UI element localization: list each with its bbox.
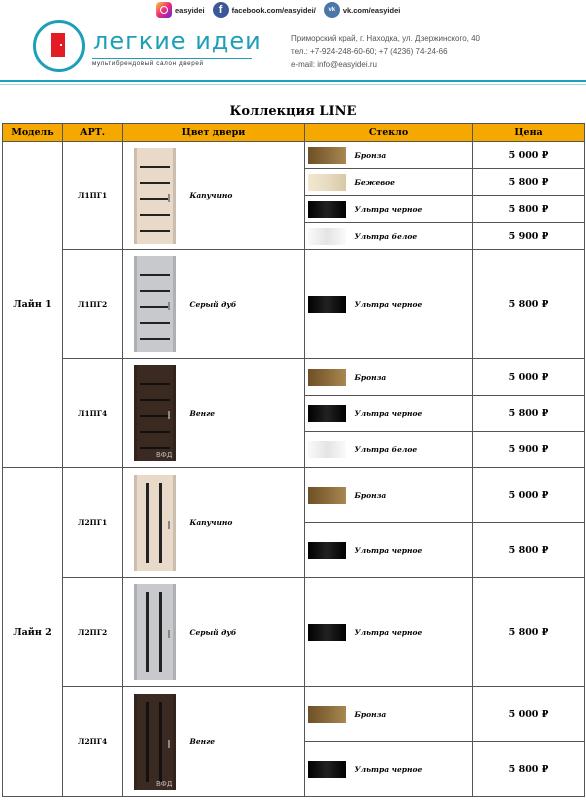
glass-swatch bbox=[308, 487, 346, 504]
table-row bbox=[3, 359, 585, 396]
door-image-cell bbox=[123, 578, 188, 687]
price: 5 800 ₽ bbox=[473, 196, 585, 223]
door-glass-strip bbox=[146, 483, 149, 563]
door-color-name: Венге bbox=[188, 359, 305, 468]
glass-swatch bbox=[308, 624, 346, 641]
door-glass-strip bbox=[140, 166, 170, 168]
logo-door-icon bbox=[51, 33, 65, 57]
table-row bbox=[3, 142, 585, 169]
door-icon bbox=[132, 475, 178, 571]
page-title: Коллекция LINE bbox=[229, 104, 357, 119]
glass-swatch-cell bbox=[305, 687, 355, 742]
social-bar bbox=[156, 2, 400, 18]
door-glass-strip bbox=[140, 230, 170, 232]
price: 5 000 ₽ bbox=[473, 468, 585, 523]
door-icon bbox=[132, 365, 178, 461]
door-glass-strip bbox=[140, 198, 170, 200]
facebook-icon: f bbox=[213, 2, 229, 18]
door-frame-left bbox=[134, 584, 137, 680]
door-icon bbox=[132, 148, 178, 244]
article-code: Л1ПГ4 bbox=[63, 359, 123, 468]
header-divider bbox=[0, 80, 586, 82]
header-divider-thin bbox=[0, 84, 586, 85]
glass-name: Бронза bbox=[355, 142, 473, 169]
vk-link[interactable] bbox=[324, 2, 401, 18]
door-frame-left bbox=[134, 148, 137, 244]
price: 5 800 ₽ bbox=[473, 578, 585, 687]
door-color-name: Капучино bbox=[188, 468, 305, 578]
door-handle bbox=[168, 630, 170, 638]
door-frame-left bbox=[134, 256, 137, 352]
instagram-link[interactable] bbox=[156, 2, 205, 18]
glass-swatch-cell bbox=[305, 142, 355, 169]
glass-swatch-cell bbox=[305, 578, 355, 687]
glass-swatch-cell bbox=[305, 196, 355, 223]
glass-swatch-cell bbox=[305, 169, 355, 196]
glass-name: Ультра черное bbox=[355, 396, 473, 432]
door-glass-strip bbox=[159, 702, 162, 782]
instagram-handle: easyidei bbox=[175, 5, 205, 15]
door-glass-strip bbox=[140, 447, 170, 449]
glass-name: Ультра черное bbox=[355, 742, 473, 797]
door-glass-strip bbox=[140, 290, 170, 292]
article-code: Л2ПГ1 bbox=[63, 468, 123, 578]
door-glass-strip bbox=[140, 338, 170, 340]
door-glass-strip bbox=[140, 214, 170, 216]
door-icon bbox=[132, 694, 178, 790]
door-color-name: Капучино bbox=[188, 142, 305, 250]
glass-swatch bbox=[308, 405, 346, 422]
table-row bbox=[3, 687, 585, 742]
glass-swatch bbox=[308, 706, 346, 723]
glass-name: Ультра черное bbox=[355, 250, 473, 359]
price: 5 000 ₽ bbox=[473, 142, 585, 169]
price: 5 000 ₽ bbox=[473, 687, 585, 742]
door-glass-strip bbox=[140, 306, 170, 308]
door-image-cell bbox=[123, 142, 188, 250]
door-color-name: Серый дуб bbox=[188, 578, 305, 687]
glass-swatch bbox=[308, 228, 346, 245]
door-frame-right bbox=[173, 694, 176, 790]
glass-swatch bbox=[308, 147, 346, 164]
article-code: Л2ПГ2 bbox=[63, 578, 123, 687]
door-glass-strip bbox=[140, 415, 170, 417]
door-frame-left bbox=[134, 694, 137, 790]
glass-swatch bbox=[308, 761, 346, 778]
door-icon bbox=[132, 256, 178, 352]
door-image-cell bbox=[123, 468, 188, 578]
article-code: Л1ПГ2 bbox=[63, 250, 123, 359]
door-watermark: ВФД bbox=[156, 451, 173, 459]
table-row bbox=[3, 250, 585, 359]
price: 5 800 ₽ bbox=[473, 250, 585, 359]
price-table bbox=[2, 123, 585, 797]
glass-name: Ультра белое bbox=[355, 223, 473, 250]
glass-swatch bbox=[308, 369, 346, 386]
glass-name: Ультра черное bbox=[355, 196, 473, 223]
door-color-name: Серый дуб bbox=[188, 250, 305, 359]
door-glass-strip bbox=[140, 383, 170, 385]
door-watermark: ВФД bbox=[156, 779, 173, 788]
door-frame-right bbox=[173, 584, 176, 680]
header-price: Цена bbox=[473, 124, 585, 142]
glass-swatch-cell bbox=[305, 742, 355, 797]
glass-name: Ультра белое bbox=[355, 432, 473, 468]
glass-swatch bbox=[308, 296, 346, 313]
header-model: Модель bbox=[3, 124, 63, 142]
glass-swatch-cell bbox=[305, 359, 355, 396]
door-glass-strip bbox=[146, 702, 149, 782]
door-image-cell bbox=[123, 359, 188, 468]
phone: тел.: +7-924-248-60-60; +7 (4236) 74-24-66 bbox=[291, 47, 448, 56]
table-body bbox=[3, 142, 585, 797]
door-frame-right bbox=[173, 475, 176, 571]
facebook-link[interactable] bbox=[213, 2, 316, 18]
door-glass-strip bbox=[140, 431, 170, 433]
door-glass-strip bbox=[140, 274, 170, 276]
glass-name: Бронза bbox=[355, 359, 473, 396]
table-header-row bbox=[3, 124, 585, 142]
header-art: АРТ. bbox=[63, 124, 123, 142]
glass-name: Ультра черное bbox=[355, 523, 473, 578]
article-code: Л1ПГ1 bbox=[63, 142, 123, 250]
brand-name: легкие идеи bbox=[93, 27, 262, 55]
header-glass: Стекло bbox=[305, 124, 473, 142]
door-frame-right bbox=[173, 365, 176, 461]
vk-url: vk.com/easyidei bbox=[342, 5, 401, 15]
contact-info bbox=[291, 32, 480, 71]
door-frame-right bbox=[173, 256, 176, 352]
glass-swatch-cell bbox=[305, 523, 355, 578]
door-glass-strip bbox=[140, 399, 170, 401]
price: 5 000 ₽ bbox=[473, 359, 585, 396]
model-name: Лайн 2 bbox=[3, 468, 63, 797]
door-icon bbox=[132, 584, 178, 680]
glass-swatch bbox=[308, 174, 346, 191]
price: 5 800 ₽ bbox=[473, 742, 585, 797]
door-handle bbox=[168, 302, 170, 310]
table-row bbox=[3, 468, 585, 523]
glass-name: Бронза bbox=[355, 687, 473, 742]
brand-tagline: мультибрендовый салон дверей bbox=[92, 58, 252, 67]
glass-swatch bbox=[308, 201, 346, 218]
facebook-url: facebook.com/easyidei/ bbox=[231, 5, 316, 15]
door-handle bbox=[168, 740, 170, 748]
door-glass-strip bbox=[159, 592, 162, 672]
table-row bbox=[3, 578, 585, 687]
glass-swatch-cell bbox=[305, 468, 355, 523]
header-color: Цвет двери bbox=[123, 124, 305, 142]
door-glass-strip bbox=[140, 182, 170, 184]
door-handle bbox=[168, 411, 170, 419]
door-frame-left bbox=[134, 365, 137, 461]
address: Приморский край, г. Находка, ул. Дзержинского, 40 bbox=[291, 34, 480, 43]
glass-swatch-cell bbox=[305, 432, 355, 468]
price: 5 800 ₽ bbox=[473, 523, 585, 578]
door-image-cell bbox=[123, 687, 188, 797]
vk-icon: vk bbox=[324, 2, 340, 18]
door-image-cell bbox=[123, 250, 188, 359]
door-color-name: Венге bbox=[188, 687, 305, 797]
door-handle bbox=[168, 194, 170, 202]
price: 5 800 ₽ bbox=[473, 169, 585, 196]
door-frame-left bbox=[134, 475, 137, 571]
glass-swatch-cell bbox=[305, 396, 355, 432]
door-glass-strip bbox=[146, 592, 149, 672]
glass-name: Бронза bbox=[355, 468, 473, 523]
glass-swatch bbox=[308, 441, 346, 458]
instagram-icon bbox=[156, 2, 172, 18]
glass-swatch-cell bbox=[305, 223, 355, 250]
door-frame-right bbox=[173, 148, 176, 244]
price: 5 900 ₽ bbox=[473, 432, 585, 468]
door-handle bbox=[168, 521, 170, 529]
price: 5 800 ₽ bbox=[473, 396, 585, 432]
door-glass-strip bbox=[159, 483, 162, 563]
article-code: Л2ПГ4 bbox=[63, 687, 123, 797]
glass-swatch bbox=[308, 542, 346, 559]
door-glass-strip bbox=[140, 322, 170, 324]
glass-swatch-cell bbox=[305, 250, 355, 359]
glass-name: Ультра черное bbox=[355, 578, 473, 687]
price: 5 900 ₽ bbox=[473, 223, 585, 250]
model-name: Лайн 1 bbox=[3, 142, 63, 468]
email: e-mail: info@easyidei.ru bbox=[291, 60, 377, 69]
glass-name: Бежевое bbox=[355, 169, 473, 196]
